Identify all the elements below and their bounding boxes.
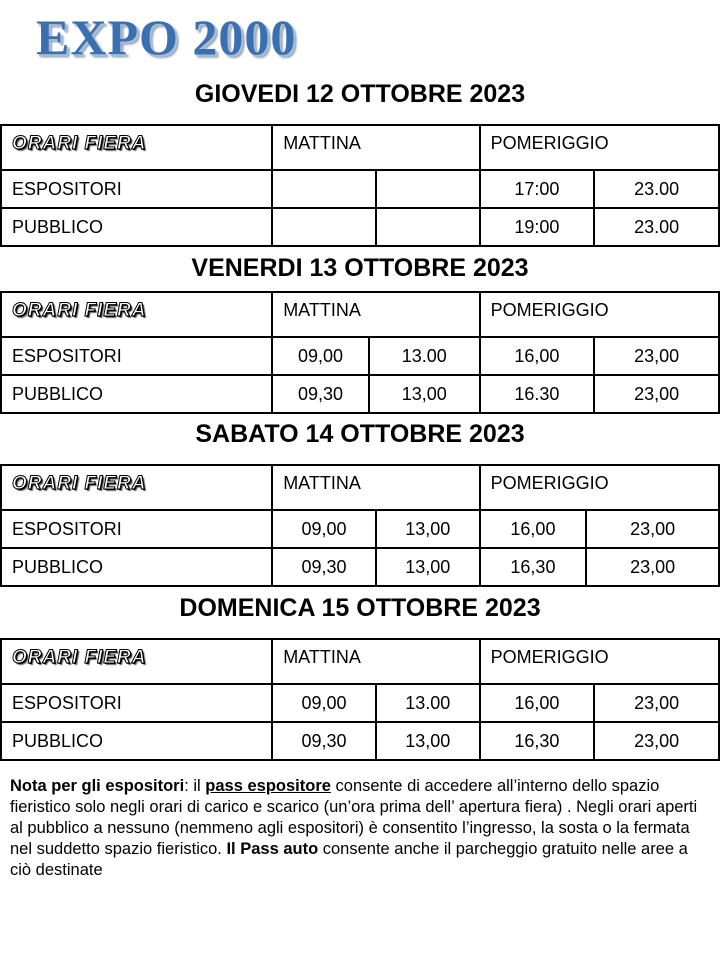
afternoon-close: 23,00	[594, 375, 719, 413]
afternoon-open: 19:00	[480, 208, 595, 246]
schedule-table	[0, 464, 720, 587]
day-title: SABATO 14 OTTOBRE 2023	[195, 420, 525, 448]
table-row	[1, 170, 719, 208]
row-label: ESPOSITORI	[1, 337, 272, 375]
day-title: DOMENICA 15 OTTOBRE 2023	[179, 594, 541, 622]
afternoon-open: 16,00	[480, 337, 595, 375]
expo-logo: EXPO 2000	[36, 9, 297, 65]
badge-cell	[1, 465, 272, 510]
exhibitor-note	[10, 776, 710, 881]
afternoon-open: 16.30	[480, 375, 595, 413]
afternoon-open: 17:00	[480, 170, 595, 208]
note-text: consente anche il parcheggio gratuito nelle aree a ciò destinate	[10, 840, 688, 879]
badge-cell	[1, 292, 272, 337]
badge-cell	[1, 125, 272, 170]
schedule-table	[0, 638, 720, 761]
row-label: PUBBLICO	[1, 375, 272, 413]
afternoon-open: 16,00	[480, 684, 595, 722]
row-label: ESPOSITORI	[1, 510, 272, 548]
morning-open: 09,30	[272, 722, 376, 760]
orari-fiera-badge: ORARI FIERA	[12, 133, 147, 154]
afternoon-close: 23.00	[594, 170, 719, 208]
morning-header: MATTINA	[272, 292, 479, 337]
table-header-row	[1, 639, 719, 684]
orari-fiera-badge: ORARI FIERA	[12, 300, 147, 321]
table-header-row	[1, 125, 719, 170]
day-title: VENERDI 13 OTTOBRE 2023	[191, 254, 529, 282]
table-row	[1, 375, 719, 413]
schedule-table	[0, 124, 720, 247]
table-row	[1, 548, 719, 586]
row-label: ESPOSITORI	[1, 684, 272, 722]
afternoon-close: 23,00	[594, 722, 719, 760]
orari-fiera-badge: ORARI FIERA	[12, 647, 147, 668]
day-title: GIOVEDI 12 OTTOBRE 2023	[194, 80, 526, 108]
morning-open	[272, 208, 376, 246]
afternoon-header: POMERIGGIO	[480, 639, 719, 684]
morning-open: 09,30	[272, 548, 376, 586]
table-row	[1, 684, 719, 722]
morning-header: MATTINA	[272, 125, 479, 170]
morning-close: 13,00	[369, 375, 480, 413]
note-text: : il	[184, 777, 206, 795]
morning-close: 13,00	[376, 510, 480, 548]
note-text: consente di accedere all’interno dello spazio fieristico solo negli orari di carico e scarico (un’ora prima dell’ apertura fiera) . Negli orari aperti al pubblico a nessuno (nemmeno agli espositori) è consentito l’ingresso, la sosta o la fermata nel suddetto spazio fieristico.	[10, 777, 698, 858]
afternoon-close: 23,00	[586, 548, 719, 586]
row-label: PUBBLICO	[1, 548, 272, 586]
afternoon-close: 23.00	[594, 208, 719, 246]
note-lead: Nota per gli espositori	[10, 777, 185, 795]
orari-fiera-badge: ORARI FIERA	[12, 473, 147, 494]
morning-open	[272, 170, 376, 208]
pass-auto-label: Il Pass auto	[226, 840, 319, 858]
morning-header: MATTINA	[272, 639, 479, 684]
pass-espositore-link: pass espositore	[205, 777, 331, 795]
row-label: PUBBLICO	[1, 208, 272, 246]
morning-open: 09,00	[272, 684, 376, 722]
table-row	[1, 337, 719, 375]
afternoon-open: 16,30	[480, 548, 587, 586]
table-header-row	[1, 292, 719, 337]
morning-open: 09,00	[272, 337, 369, 375]
afternoon-header: POMERIGGIO	[480, 465, 719, 510]
afternoon-header: POMERIGGIO	[480, 292, 719, 337]
afternoon-close: 23,00	[586, 510, 719, 548]
table-row	[1, 510, 719, 548]
table-header-row	[1, 465, 719, 510]
afternoon-close: 23,00	[594, 684, 719, 722]
badge-cell	[1, 639, 272, 684]
afternoon-header: POMERIGGIO	[480, 125, 719, 170]
morning-close: 13.00	[369, 337, 480, 375]
afternoon-open: 16,00	[480, 510, 587, 548]
row-label: ESPOSITORI	[1, 170, 272, 208]
morning-open: 09,00	[272, 510, 376, 548]
morning-open: 09,30	[272, 375, 369, 413]
afternoon-close: 23,00	[594, 337, 719, 375]
table-row	[1, 208, 719, 246]
morning-close: 13,00	[376, 722, 480, 760]
morning-close	[376, 170, 480, 208]
morning-close	[376, 208, 480, 246]
schedule-table	[0, 291, 720, 414]
morning-close: 13.00	[376, 684, 480, 722]
row-label: PUBBLICO	[1, 722, 272, 760]
morning-close: 13,00	[376, 548, 480, 586]
morning-header: MATTINA	[272, 465, 479, 510]
afternoon-open: 16,30	[480, 722, 595, 760]
table-row	[1, 722, 719, 760]
